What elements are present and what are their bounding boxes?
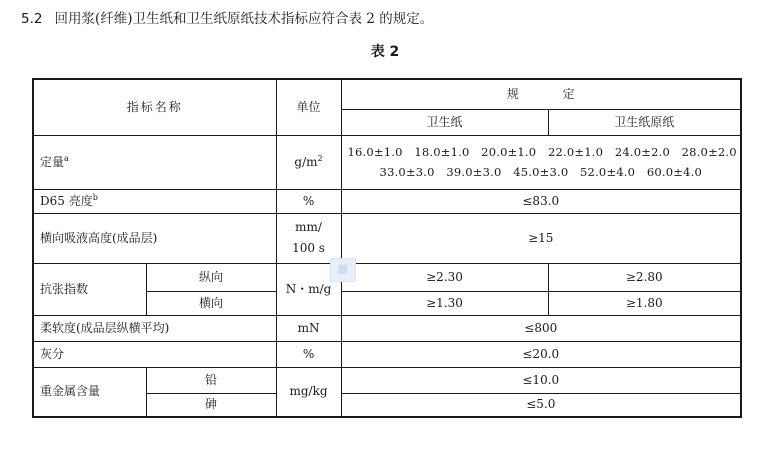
row-tensile-md-tissue: ≥2.30: [341, 263, 548, 291]
row-tensile-cd-name: 横向: [146, 291, 276, 315]
row-tensile-cd-base-paper: ≥1.80: [548, 291, 741, 315]
row-brightness-value: ≤83.0: [341, 189, 741, 213]
row-basis-weight-values: [341, 135, 741, 189]
section-text: 回用浆(纤维)卫生纸和卫生纸原纸技术指标应符合表 2 的规定。: [54, 11, 434, 27]
table-row-brightness: [33, 189, 741, 213]
row-softness-unit: mN: [276, 315, 341, 341]
basis-weight-values-line-1: 16.0±1.0 18.0±1.0 20.0±1.0 22.0±1.0 24.0±2.0 28.0±2.0: [347, 144, 737, 159]
section-heading: [21, 7, 433, 27]
table-caption: 表 2: [370, 44, 400, 60]
header-base-paper: 卫生纸原纸: [548, 109, 741, 135]
spec-table: [32, 78, 742, 418]
header-unit: 单位: [276, 79, 341, 135]
row-brightness-name: D65 亮度$^b$: [33, 189, 276, 213]
row-tensile-unit: N・m/g: [276, 263, 341, 315]
row-heavy-metal-unit: mg/kg: [276, 367, 341, 417]
table-row-ash: [33, 341, 741, 367]
table-row-tensile-md: [33, 263, 741, 291]
row-ash-name: 灰分: [33, 341, 276, 367]
row-lead-value: ≤10.0: [341, 367, 741, 393]
table-row-lead: [33, 367, 741, 393]
row-basis-weight-unit: $g/m^2$: [276, 135, 341, 189]
row-ash-unit: %: [276, 341, 341, 367]
table-row-softness: [33, 315, 741, 341]
row-tensile-md-name: 纵向: [146, 263, 276, 291]
row-softness-value: ≤800: [341, 315, 741, 341]
row-absorbency-value: ≥15: [341, 213, 741, 263]
row-softness-name: 柔软度(成品层纵横平均): [33, 315, 276, 341]
row-ash-value: ≤20.0: [341, 341, 741, 367]
watermark-mark: [330, 258, 356, 282]
table-row-basis-weight: [33, 135, 741, 189]
row-tensile-cd-tissue: ≥1.30: [341, 291, 548, 315]
section-number: 5.2: [21, 11, 43, 27]
row-absorbency-unit: mm/ 100 s: [276, 213, 341, 263]
row-brightness-unit: %: [276, 189, 341, 213]
row-heavy-metal-group: 重金属含量: [33, 367, 146, 417]
row-lead-name: 铅: [146, 367, 276, 393]
row-arsenic-value: ≤5.0: [341, 393, 741, 417]
header-indicator: 指标名称: [33, 79, 276, 135]
row-basis-weight-name: 定量$^a$: [33, 135, 276, 189]
header-tissue: 卫生纸: [341, 109, 548, 135]
row-tensile-group: 抗张指数: [33, 263, 146, 315]
basis-weight-values-line-2: 33.0±3.0 39.0±3.0 45.0±3.0 52.0±4.0 60.0±4.0: [379, 165, 702, 179]
row-absorbency-name: 横向吸液高度(成品层): [33, 213, 276, 263]
footnote-a: a: [64, 153, 69, 163]
header-row-1: [33, 79, 741, 109]
header-spec: 规 定: [341, 79, 741, 109]
footnote-b: b: [92, 192, 98, 202]
table-row-absorbency: [33, 213, 741, 263]
row-tensile-md-base-paper: ≥2.80: [548, 263, 741, 291]
row-arsenic-name: 砷: [146, 393, 276, 417]
